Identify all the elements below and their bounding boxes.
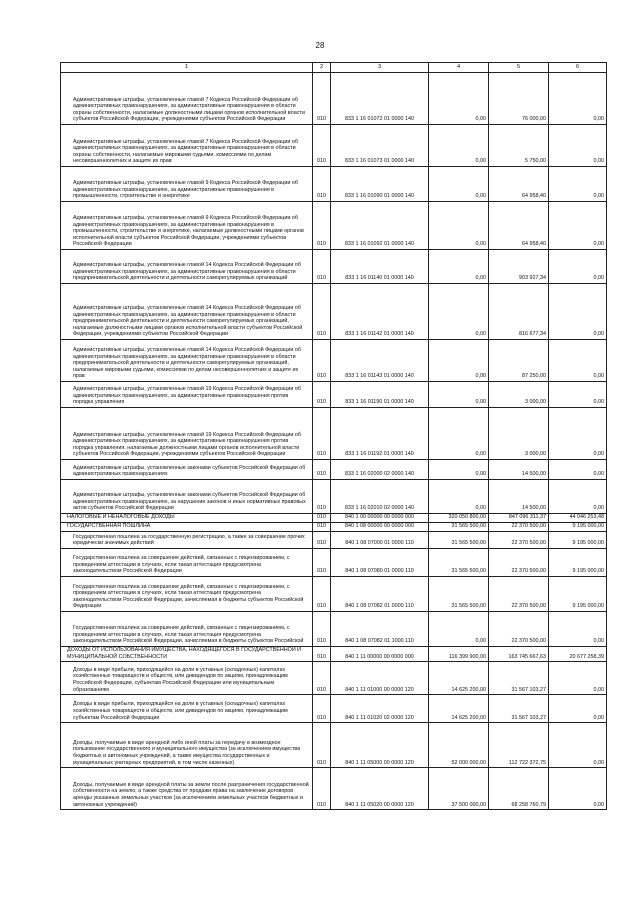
- row-name: Административные штрафы, установленные главой 7 Кодекса Российской Федерации об административных правонарушениях, за административные правонарушения в области охраны собственности, налагаемые должностными лицами органов исполнительной власти субъектов Российской Федерации, учреждениями субъектов Российской Федерации: [73, 96, 305, 123]
- row-name: ДОХОДЫ ОТ ИСПОЛЬЗОВАНИЯ ИМУЩЕСТВА, НАХОДЯЩЕГОСЯ В ГОСУДАРСТВЕННОЙ И МУНИЦИПАЛЬНОЙ СОБСТВЕННОСТИ: [67, 647, 302, 660]
- row-budget-code: 840 1 11 05020 00 0000 120: [331, 768, 429, 810]
- row-line-code: 010: [313, 340, 331, 382]
- row-name: Доходы в виде прибыли, приходящейся на доли в уставных (складочных) капиталах хозяйственных товариществ и обществ, или дивидендов по акциям, принадлежащим субъектам Российской Федерации: [73, 701, 288, 721]
- row-executed-amount: 847 096 311,37: [489, 514, 549, 523]
- column-header: 2: [313, 63, 331, 73]
- row-line-code: 010: [313, 549, 331, 577]
- row-approved-amount: 0,00: [429, 125, 489, 167]
- row-budget-code: 833 1 16 01092 01 0000 140: [331, 202, 429, 250]
- row-unexecuted-amount: 0,00: [549, 768, 607, 810]
- row-name: Государственная пошлина за совершение действий, связанных с лицензированием, с проведением аттестации в случаях, если такая аттестация предусмотрена законодательством Российской Федерации, зачисляемая в бюджеты субъектов Российской Федерации: [73, 583, 304, 610]
- row-executed-amount: 64 958,40: [489, 202, 549, 250]
- table-row: [61, 460, 607, 480]
- row-name: Административные штрафы, установленные главой 9 Кодекса Российской Федерации об административных правонарушениях, за административные правонарушения в промышленности, строительстве и энергетике, налагаемые должностными лицами органов исполнительной власти субъектов Российской Федерации, учреждениями субъектов Российской Федерации: [73, 215, 304, 248]
- table-row: [61, 340, 607, 382]
- row-approved-amount: 0,00: [429, 340, 489, 382]
- table-row: [61, 723, 607, 768]
- row-unexecuted-amount: 0,00: [549, 480, 607, 514]
- row-unexecuted-amount: 0,00: [549, 695, 607, 723]
- row-unexecuted-amount: 0,00: [549, 167, 607, 202]
- row-approved-amount: 0,00: [429, 284, 489, 340]
- table-row: [61, 250, 607, 284]
- row-budget-code: 840 1 11 01020 02 0000 120: [331, 695, 429, 723]
- row-approved-amount: 37 500 000,00: [429, 768, 489, 810]
- row-unexecuted-amount: 0,00: [549, 408, 607, 460]
- row-line-code: 010: [313, 480, 331, 514]
- row-approved-amount: 0,00: [429, 250, 489, 284]
- row-approved-amount: 116 399 900,00: [429, 647, 489, 662]
- row-name-cell: [61, 612, 313, 647]
- row-budget-code: 840 1 08 00000 00 0000 000: [331, 523, 429, 532]
- table-row: [61, 577, 607, 612]
- row-name-cell: [61, 514, 313, 523]
- row-name-cell: [61, 167, 313, 202]
- row-unexecuted-amount: 0,00: [549, 73, 607, 125]
- row-name: Доходы, получаемые в виде арендной платы за земли после разграничения государственной собственности на землю, а также средства от продажи права на заключение договоров аренды указанных земельных участков (за исключением земельных участков бюджетных и автономных учреждений): [73, 781, 309, 808]
- row-approved-amount: 31 565 500,00: [429, 532, 489, 549]
- table-row: [61, 284, 607, 340]
- table-header-row: [61, 63, 607, 73]
- row-executed-amount: 22 370 500,00: [489, 523, 549, 532]
- row-budget-code: 833 1 16 01072 01 0000 140: [331, 73, 429, 125]
- row-name: Административные штрафы, установленные главой 14 Кодекса Российской Федерации об административных правонарушениях, за административные правонарушения в области предпринимательской деятельности и деятельности саморегулируемых организаций, налагаемые должностными лицами органов исполнительной власти субъектов Российской Федерации, учреждениями субъектов Российской Федерации: [73, 305, 303, 338]
- row-name: Административные штрафы, установленные главой 9 Кодекса Российской Федерации об административных правонарушениях, за административные правонарушения в промышленности, строительстве и энергетике: [73, 180, 298, 200]
- row-executed-amount: 64 958,40: [489, 167, 549, 202]
- row-executed-amount: 22 370 500,00: [489, 549, 549, 577]
- row-line-code: 010: [313, 408, 331, 460]
- table-row: [61, 480, 607, 514]
- row-unexecuted-amount: 0,00: [549, 612, 607, 647]
- column-header: 1: [61, 63, 313, 73]
- row-line-code: 010: [313, 532, 331, 549]
- row-budget-code: 833 1 16 02000 02 0000 140: [331, 460, 429, 480]
- row-unexecuted-amount: 44 046 253,48: [549, 514, 607, 523]
- row-approved-amount: 0,00: [429, 480, 489, 514]
- row-name: НАЛОГОВЫЕ И НЕНАЛОГОВЫЕ ДОХОДЫ: [67, 514, 175, 521]
- row-name-cell: [61, 284, 313, 340]
- row-unexecuted-amount: 0,00: [549, 125, 607, 167]
- row-approved-amount: 0,00: [429, 167, 489, 202]
- row-approved-amount: 52 000 000,00: [429, 723, 489, 768]
- row-unexecuted-amount: 0,00: [549, 460, 607, 480]
- row-name-cell: [61, 125, 313, 167]
- row-budget-code: 840 1 11 00000 00 0000 000: [331, 647, 429, 662]
- row-executed-amount: 816 677,34: [489, 284, 549, 340]
- row-name: Государственная пошлина за совершение действий, связанных с лицензированием, с проведением аттестации в случаях, если такая аттестация предусмотрена законодательством Российской Федерации: [73, 555, 290, 575]
- row-executed-amount: 68 258 760,79: [489, 768, 549, 810]
- table-row: [61, 514, 607, 523]
- row-name-cell: [61, 382, 313, 408]
- row-unexecuted-amount: 0,00: [549, 382, 607, 408]
- row-name: Государственная пошлина за совершение действий, связанных с лицензированием, с проведением аттестации в случаях, если такая аттестация предусмотрена законодательством Российской Федерации, зачисляемая в бюджеты субъектов Российской: [73, 625, 304, 645]
- row-name-cell: [61, 549, 313, 577]
- table-row: [61, 202, 607, 250]
- row-line-code: 010: [313, 250, 331, 284]
- row-executed-amount: 22 370 500,00: [489, 577, 549, 612]
- row-budget-code: 840 1 11 05000 00 0000 120: [331, 723, 429, 768]
- row-name-cell: [61, 523, 313, 532]
- row-line-code: 010: [313, 73, 331, 125]
- revenue-table: [60, 62, 607, 810]
- row-executed-amount: 112 722 372,75: [489, 723, 549, 768]
- row-approved-amount: 0,00: [429, 382, 489, 408]
- page-number: 28: [315, 41, 325, 50]
- row-approved-amount: 14 625 200,00: [429, 662, 489, 695]
- row-line-code: 010: [313, 577, 331, 612]
- table-row: [61, 73, 607, 125]
- row-name-cell: [61, 695, 313, 723]
- row-executed-amount: 22 370 500,00: [489, 612, 549, 647]
- row-unexecuted-amount: 9 195 000,00: [549, 523, 607, 532]
- table-row: [61, 662, 607, 695]
- row-line-code: 010: [313, 460, 331, 480]
- row-name-cell: [61, 480, 313, 514]
- column-header: 5: [489, 63, 549, 73]
- table-row: [61, 382, 607, 408]
- table-row: [61, 549, 607, 577]
- row-approved-amount: 0,00: [429, 408, 489, 460]
- row-name-cell: [61, 768, 313, 810]
- row-budget-code: 833 1 16 02010 02 0000 140: [331, 480, 429, 514]
- row-executed-amount: 31 567 103,27: [489, 695, 549, 723]
- row-name-cell: [61, 662, 313, 695]
- row-approved-amount: 31 565 500,00: [429, 523, 489, 532]
- column-header: 4: [429, 63, 489, 73]
- row-budget-code: 833 1 16 01192 01 0000 140: [331, 408, 429, 460]
- row-budget-code: 833 1 16 01190 01 0000 140: [331, 382, 429, 408]
- row-name-cell: [61, 577, 313, 612]
- row-unexecuted-amount: 0,00: [549, 284, 607, 340]
- row-line-code: 010: [313, 695, 331, 723]
- row-approved-amount: 0,00: [429, 460, 489, 480]
- row-executed-amount: 87 250,00: [489, 340, 549, 382]
- table-row: [61, 167, 607, 202]
- row-name: Доходы в виде прибыли, приходящейся на доли в уставных (складочных) капиталах хозяйственных товариществ и обществ, или дивидендов по акциям, принадлежащим Российской Федерации, субъектам Российской Федерации или муниципальным образованиям: [73, 666, 288, 693]
- row-name: Административные штрафы, установленные главой 14 Кодекса Российской Федерации об административных правонарушениях, за административные правонарушения в области предпринимательской деятельности и деятельности саморегулируемых организаций, налагаемые мировыми судьями, комиссиями по делам несовершеннолетних и защите их прав: [73, 347, 301, 380]
- row-line-code: 010: [313, 284, 331, 340]
- column-header: 6: [549, 63, 607, 73]
- row-approved-amount: 31 565 500,00: [429, 577, 489, 612]
- row-line-code: 010: [313, 125, 331, 167]
- row-unexecuted-amount: 9 195 000,00: [549, 532, 607, 549]
- row-executed-amount: 5 750,00: [489, 125, 549, 167]
- row-executed-amount: 3 000,00: [489, 382, 549, 408]
- row-name: Административные штрафы, установленные законами субъектов Российской Федерации об административных правонарушениях: [73, 464, 306, 478]
- row-line-code: 010: [313, 202, 331, 250]
- row-name: Государственная пошлина за государственную регистрацию, а также за совершение прочих юридически значимых действий: [73, 533, 305, 547]
- row-budget-code: 840 1 11 01000 00 0000 120: [331, 662, 429, 695]
- row-executed-amount: 31 567 103,27: [489, 662, 549, 695]
- table-row: [61, 695, 607, 723]
- row-name-cell: [61, 202, 313, 250]
- row-name: Доходы, получаемые в виде арендной либо иной платы за передачу в возмездное пользование государственного и муниципального имущества (за исключением имущества бюджетных и автономных учреждений, а также имущества государственных и муниципальных унитарных предприятий, в том числе казенных): [73, 739, 301, 766]
- row-unexecuted-amount: 9 195 000,00: [549, 549, 607, 577]
- row-budget-code: 833 1 16 01073 01 0000 140: [331, 125, 429, 167]
- row-budget-code: 840 1 08 07000 01 0000 110: [331, 532, 429, 549]
- row-unexecuted-amount: 20 677 258,39: [549, 647, 607, 662]
- table-row: [61, 532, 607, 549]
- row-approved-amount: 0,00: [429, 202, 489, 250]
- table-row: [61, 408, 607, 460]
- row-name-cell: [61, 647, 313, 662]
- row-line-code: 010: [313, 514, 331, 523]
- row-executed-amount: 22 370 500,00: [489, 532, 549, 549]
- row-budget-code: 833 1 16 01090 01 0000 140: [331, 167, 429, 202]
- row-approved-amount: 14 625 200,00: [429, 695, 489, 723]
- row-name-cell: [61, 340, 313, 382]
- row-name: Административные штрафы, установленные главой 19 Кодекса Российской Федерации об административных правонарушениях, за административные правонарушения против порядка управления, налагаемые должностными лицами органов исполнительной власти субъектов Российской Федерации, учреждениями субъектов Российской Федерации: [73, 431, 301, 458]
- row-line-code: 010: [313, 612, 331, 647]
- row-name-cell: [61, 408, 313, 460]
- row-unexecuted-amount: 9 195 000,00: [549, 577, 607, 612]
- row-unexecuted-amount: 0,00: [549, 250, 607, 284]
- row-line-code: 010: [313, 167, 331, 202]
- row-unexecuted-amount: 0,00: [549, 723, 607, 768]
- table-row: [61, 523, 607, 532]
- row-line-code: 010: [313, 723, 331, 768]
- row-budget-code: 840 1 08 07082 01 0000 110: [331, 577, 429, 612]
- row-executed-amount: 14 500,00: [489, 480, 549, 514]
- row-name-cell: [61, 723, 313, 768]
- row-executed-amount: 163 745 667,63: [489, 647, 549, 662]
- row-approved-amount: 0,00: [429, 612, 489, 647]
- row-name: Административные штрафы, установленные законами субъектов Российской Федерации об административных правонарушениях, за нарушение законов и иных нормативных правовых актов субъектов Российской Федерации: [73, 492, 306, 512]
- row-line-code: 010: [313, 523, 331, 532]
- row-approved-amount: 320 050 800,00: [429, 514, 489, 523]
- row-executed-amount: 14 500,00: [489, 460, 549, 480]
- row-budget-code: 833 1 16 01142 01 0000 140: [331, 284, 429, 340]
- column-header: 3: [331, 63, 429, 73]
- row-name-cell: [61, 73, 313, 125]
- row-budget-code: 840 1 08 07082 01 1000 110: [331, 612, 429, 647]
- row-approved-amount: 0,00: [429, 73, 489, 125]
- row-executed-amount: 903 927,34: [489, 250, 549, 284]
- row-name-cell: [61, 460, 313, 480]
- row-unexecuted-amount: 0,00: [549, 202, 607, 250]
- table-row: [61, 125, 607, 167]
- row-line-code: 010: [313, 647, 331, 662]
- row-name: ГОСУДАРСТВЕННАЯ ПОШЛИНА: [67, 523, 151, 530]
- row-budget-code: 833 1 16 01143 01 0000 140: [331, 340, 429, 382]
- row-line-code: 010: [313, 768, 331, 810]
- row-executed-amount: 76 000,00: [489, 73, 549, 125]
- table-row: [61, 647, 607, 662]
- row-name-cell: [61, 250, 313, 284]
- row-budget-code: 840 1 08 07080 01 0000 110: [331, 549, 429, 577]
- row-budget-code: 840 1 00 00000 00 0000 000: [331, 514, 429, 523]
- row-unexecuted-amount: 0,00: [549, 662, 607, 695]
- row-approved-amount: 31 565 500,00: [429, 549, 489, 577]
- row-unexecuted-amount: 0,00: [549, 340, 607, 382]
- row-executed-amount: 3 000,00: [489, 408, 549, 460]
- row-name: Административные штрафы, установленные главой 7 Кодекса Российской Федерации об административных правонарушениях, за административные правонарушения в области охраны собственности, налагаемые мировыми судьями, комиссиями по делам несовершеннолетних и защите их прав: [73, 138, 298, 165]
- row-budget-code: 833 1 16 01140 01 0000 140: [331, 250, 429, 284]
- table-row: [61, 612, 607, 647]
- row-line-code: 010: [313, 382, 331, 408]
- row-name: Административные штрафы, установленные главой 14 Кодекса Российской Федерации об административных правонарушениях, за административные правонарушения в области предпринимательской деятельности и деятельности саморегулируемых организаций: [73, 262, 301, 282]
- row-name: Административные штрафы, установленные главой 19 Кодекса Российской Федерации об административных правонарушениях, за административные правонарушения против порядка управления: [73, 386, 301, 406]
- row-name-cell: [61, 532, 313, 549]
- table-row: [61, 768, 607, 810]
- row-line-code: 010: [313, 662, 331, 695]
